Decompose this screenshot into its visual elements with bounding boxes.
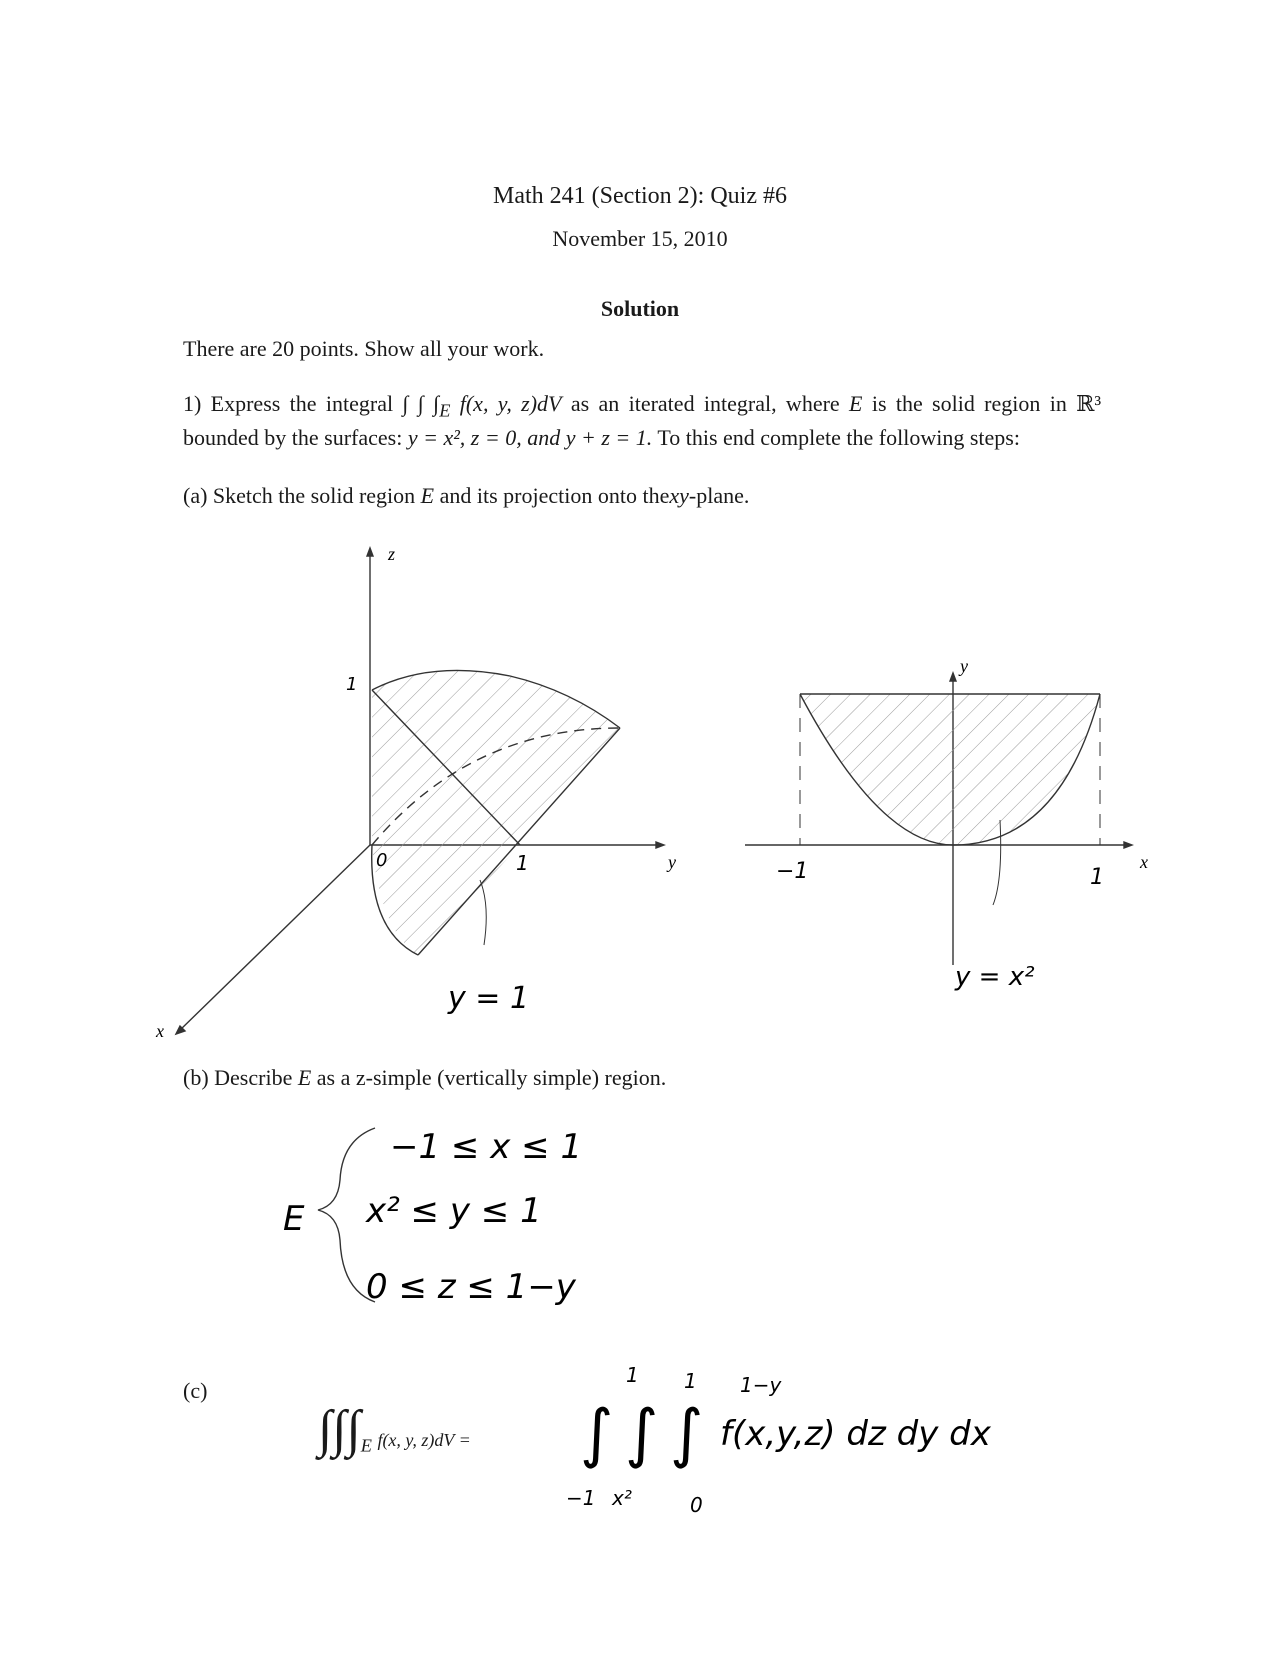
integrand-rhs: f(x,y,z) dz dy dx	[720, 1414, 991, 1454]
curve-label: y = x²	[955, 962, 1035, 992]
integrand: f(x, y, z)dV	[459, 391, 562, 416]
handnote-y-equals-1: y = 1	[448, 981, 530, 1016]
part-a-label: (a)	[183, 483, 208, 508]
lower-limit-x: −1	[566, 1486, 596, 1510]
upper-limit-y: 1	[684, 1369, 697, 1393]
integral-sign-1: ∫	[580, 1397, 614, 1471]
problem-text: Express the integral	[210, 391, 394, 416]
arrow-to-note	[480, 880, 486, 945]
tick-neg1: −1	[776, 859, 809, 884]
z-bounds: 0 ≤ z ≤ 1−y	[366, 1267, 576, 1307]
origin-label: 0	[376, 850, 388, 871]
front-face	[372, 845, 520, 955]
plane-symbol: xy	[669, 483, 689, 508]
z-axis-label: z	[388, 544, 396, 564]
solution-heading: Solution	[600, 296, 680, 321]
lower-limit-z: 0	[690, 1493, 703, 1517]
triple-integral-lhs: ∫∫∫	[318, 1401, 361, 1458]
problem-text: bounded by the surfaces:	[183, 425, 403, 451]
region-symbol: E	[849, 391, 863, 416]
y-axis-arrow	[656, 842, 664, 848]
r3-symbol: ℝ³	[1076, 391, 1102, 416]
y-axis-label: y	[668, 852, 676, 872]
lhs-integrand: f(x, y, z)dV =	[377, 1430, 471, 1450]
upper-limit-z: 1−y	[740, 1373, 782, 1397]
problem-text: To this end complete the following steps:	[657, 425, 1020, 451]
top-face	[372, 670, 620, 845]
lower-limit-y: x²	[612, 1486, 632, 1510]
page-title: Math 241 (Section 2): Quiz #6	[493, 183, 787, 209]
integral-sign-2: ∫	[625, 1397, 659, 1471]
part-a-text: -plane.	[688, 483, 750, 508]
part-b-text: Describe	[214, 1065, 293, 1090]
y-tick-1: 1	[516, 851, 529, 875]
instructions: There are 20 points. Show all your work.	[183, 336, 545, 361]
x-axis-2d-arrow	[1124, 842, 1132, 848]
part-b	[183, 1065, 666, 1091]
problem-text: as an iterated integral, where	[570, 391, 840, 416]
lhs-region: E	[360, 1435, 372, 1456]
y-axis-2d-label: y	[960, 656, 968, 676]
region-symbol: E	[420, 483, 435, 508]
description-E: E	[283, 1199, 305, 1239]
region-description	[283, 1127, 582, 1307]
y-bounds: x² ≤ y ≤ 1	[366, 1191, 542, 1231]
solid-region-3d-sketch	[176, 548, 664, 1034]
tick-pos1: 1	[1090, 865, 1104, 890]
x-bounds: −1 ≤ x ≤ 1	[390, 1127, 583, 1167]
x-axis-2d-label: x	[1140, 852, 1148, 872]
part-a-text: and its projection onto the	[439, 483, 670, 508]
shaded-projection	[800, 694, 1100, 845]
iterated-integral	[566, 1363, 992, 1517]
integral-sign-3: ∫	[670, 1397, 704, 1471]
x-axis	[178, 845, 370, 1032]
z-axis-arrow	[367, 548, 373, 556]
integral-lhs	[318, 1400, 471, 1459]
quiz-date: November 15, 2010	[552, 226, 728, 251]
part-a-text: Sketch the solid region	[212, 483, 416, 508]
z-tick-1: 1	[346, 674, 358, 695]
upper-limit-x: 1	[626, 1363, 639, 1387]
integral-region: E	[439, 400, 451, 421]
region-symbol: E	[297, 1065, 312, 1090]
problem-number: 1)	[183, 391, 202, 416]
part-c-label: (c)	[183, 1378, 208, 1403]
y-axis-2d-arrow	[950, 673, 956, 681]
surfaces: y = x², z = 0, and y + z = 1.	[407, 425, 653, 451]
problem-text: is the solid region in	[871, 391, 1067, 416]
triple-integral-symbol: ∫ ∫ ∫	[402, 391, 440, 416]
part-b-label: (b)	[183, 1065, 209, 1090]
projection-xy-sketch	[745, 673, 1132, 965]
x-axis-label: x	[156, 1021, 164, 1041]
part-b-text: as a z-simple (vertically simple) region.	[316, 1065, 667, 1090]
